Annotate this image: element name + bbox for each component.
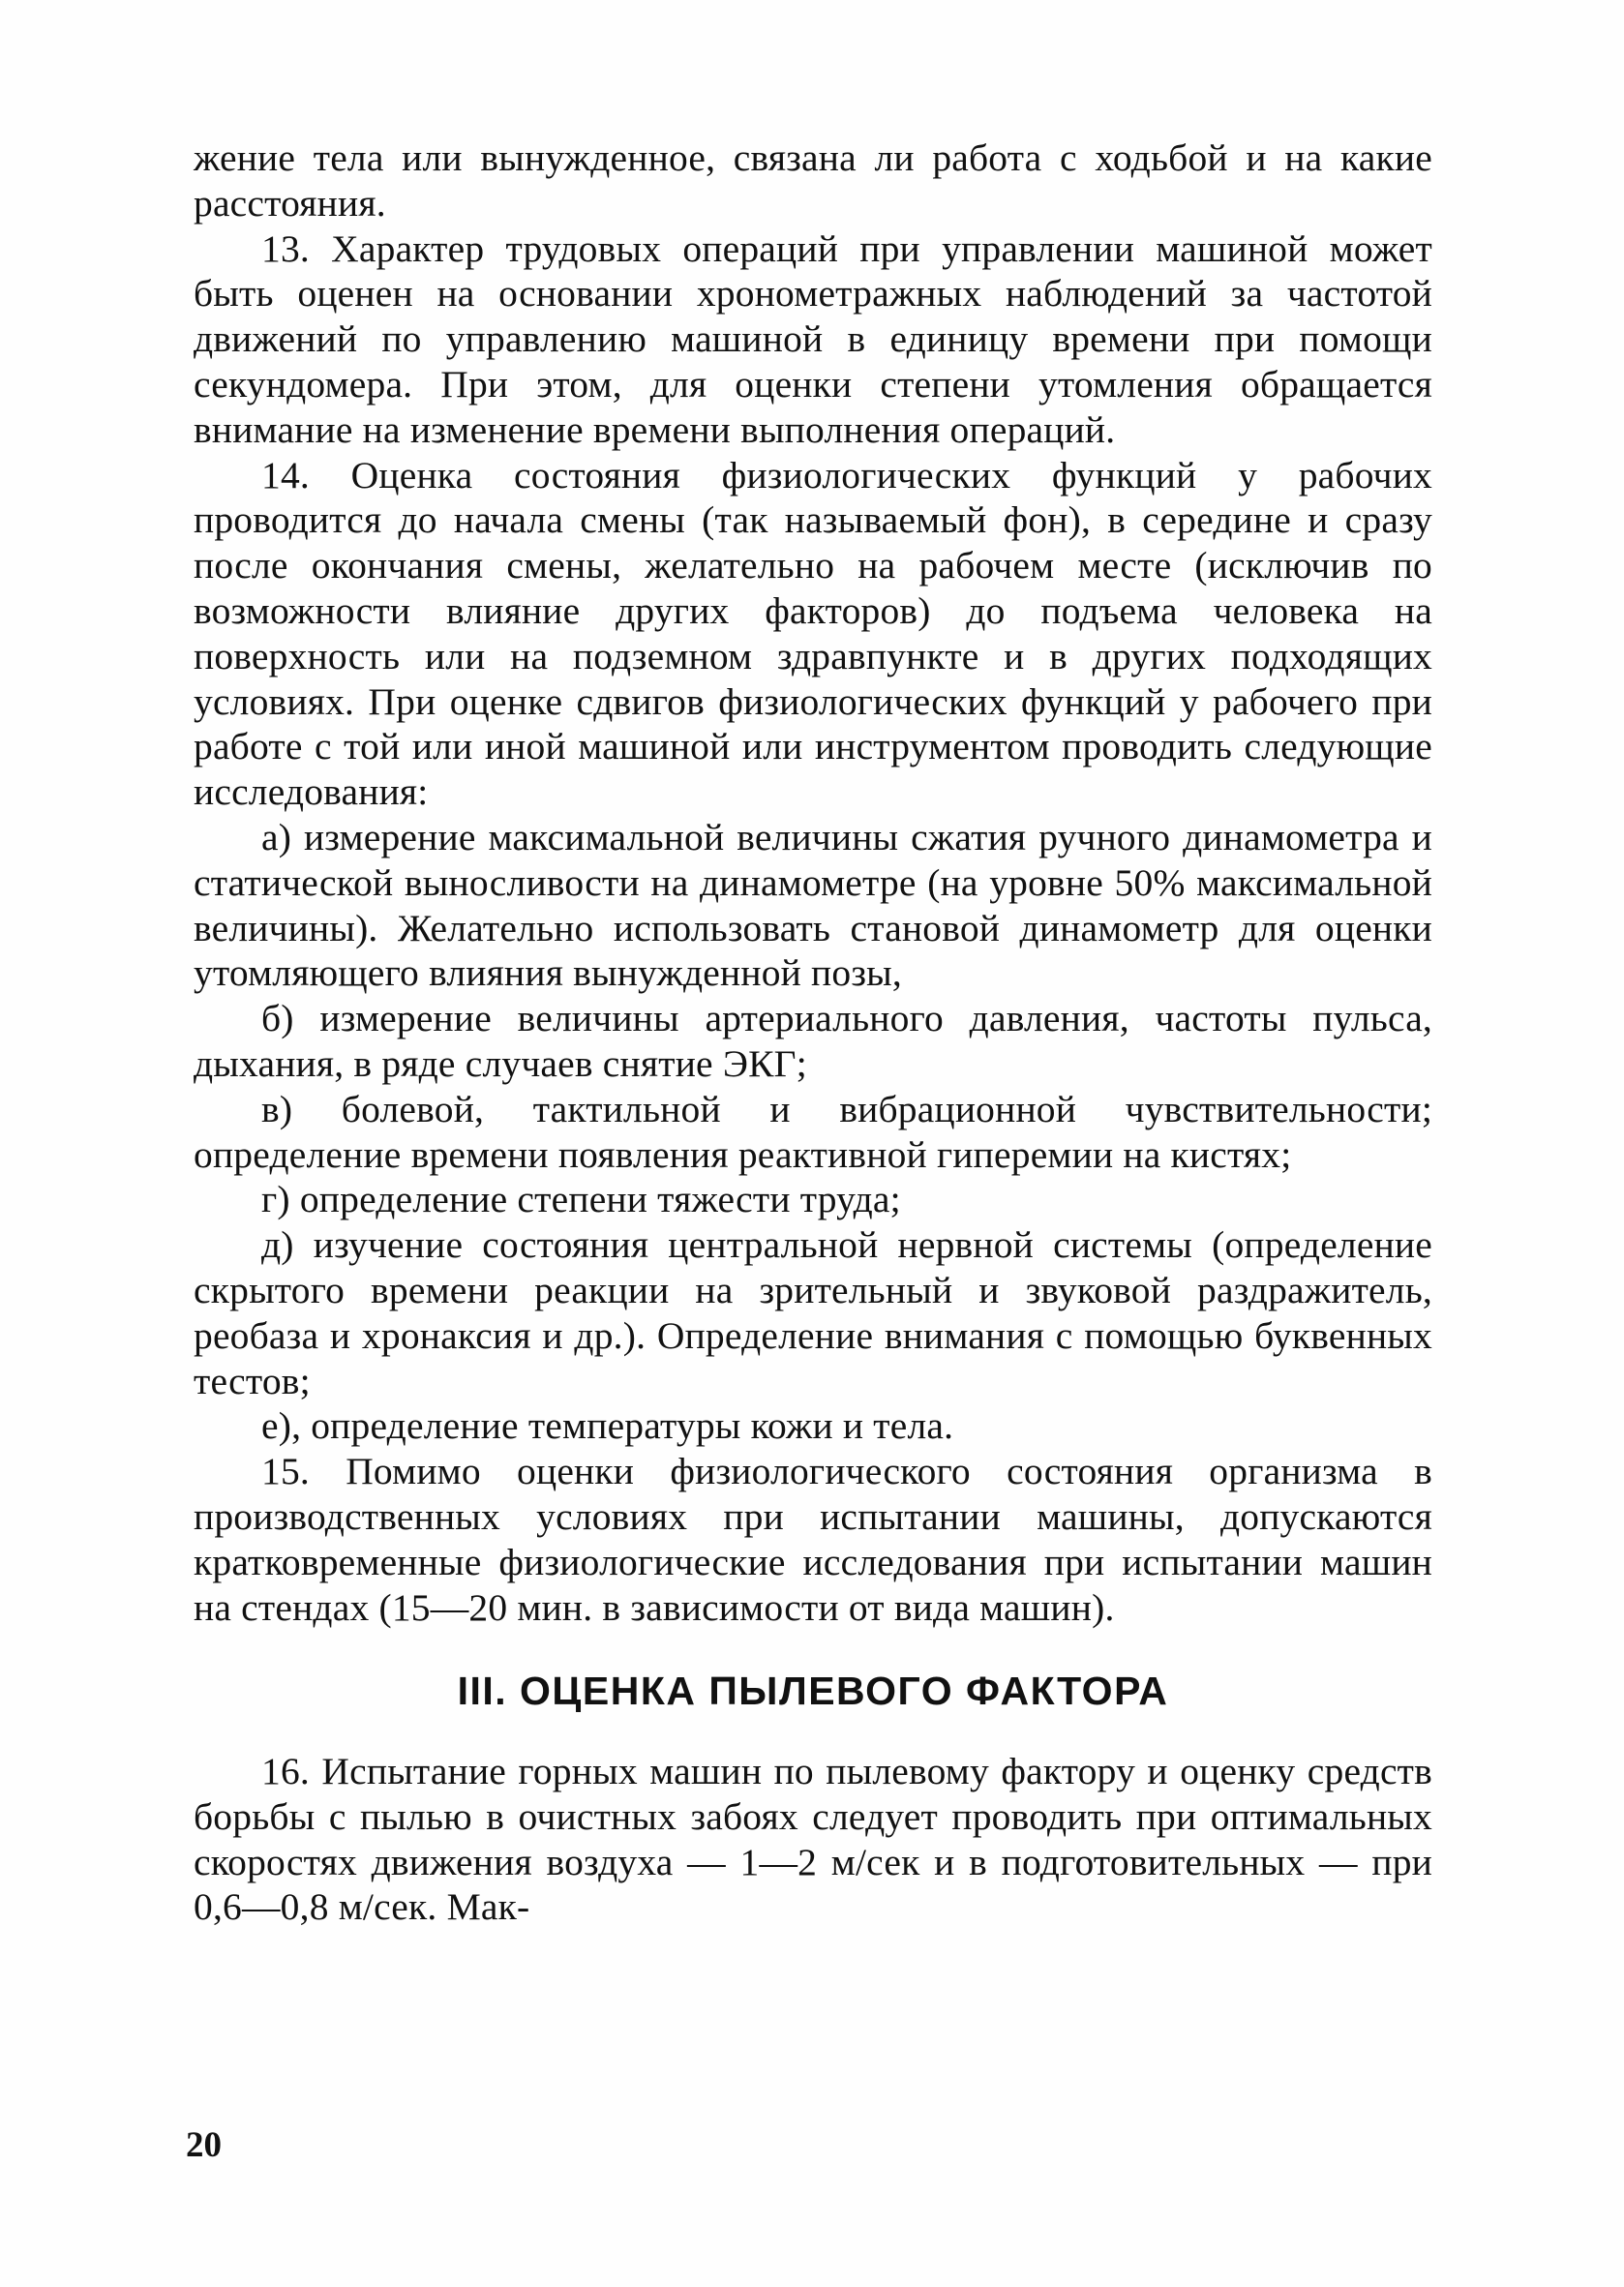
paragraph-13: 13. Характер трудовых операций при управлении машиной может быть оценен на основании хронометражных наблюдений за частотой движений по управлению машиной в единицу времени при помощи секундомера. При этом, для оценки степени утомления обращается внимание на изменение времени выполнения операций. [194,226,1432,451]
paragraph-15: 15. Помимо оценки физиологического состояния организма в производственных условиях при испытании машины, допускаются кратковременные физиологические исследования при испытании машин на стендах (15—20 мин. в зависимости от вида машин). [194,1450,1432,1629]
page-number: 20 [186,2125,222,2165]
list-item-v: в) болевой, тактильной и вибрационной чувствительности; определение времени появления реактивной гиперемии на кистях; [194,1087,1432,1176]
body-text [194,135,1432,1930]
paragraph-continuation: жение тела или вынужденное, связана ли работа с ходьбой и на какие расстояния. [194,136,1432,225]
section-heading: III. ОЦЕНКА ПЫЛЕВОГО ФАКТОРА [457,1669,1169,1714]
paragraph-14: 14. Оценка состояния физиологических функций у рабочих проводится до начала смены (так называемый фон), в середине и сразу после окончания смены, желательно на рабочем месте (исключив по возможности влияние других факторов) до подъема человека на поверхность или на подземном здравпункте и в других подходящих условиях. При оценке сдвигов физиологических функций у рабочего при работе с той или иной машиной или инструментом проводить следующие исследования: [194,453,1432,814]
paragraph-16: 16. Испытание горных машин по пылевому фактору и оценку средств борьбы с пылью в очистных забоях следует проводить при оптимальных скоростях движения воздуха — 1—2 м/сек и в подготовительных — при 0,6—0,8 м/сек. Мак- [194,1750,1432,1929]
list-item-d: д) изучение состояния центральной нервной системы (определение скрытого времени реакции на зрительный и звуковой раздражитель, реобаза и хронаксия и др.). Определение внимания с помощью буквенных тестов; [194,1223,1432,1402]
list-item-g: г) определение степени тяжести труда; [261,1178,901,1221]
list-item-a: а) измерение максимальной величины сжатия ручного динамометра и статической выносливости на динамометре (на уровне 50% максимальной величины). Желательно использовать становой динамометр для оценки утомляющего влияния вынужденной позы, [194,815,1432,995]
list-item-e: е), определение температуры кожи и тела. [261,1404,954,1448]
list-item-b: б) измерение величины артериального давления, частоты пульса, дыхания, в ряде случаев снятие ЭКГ; [194,997,1432,1085]
